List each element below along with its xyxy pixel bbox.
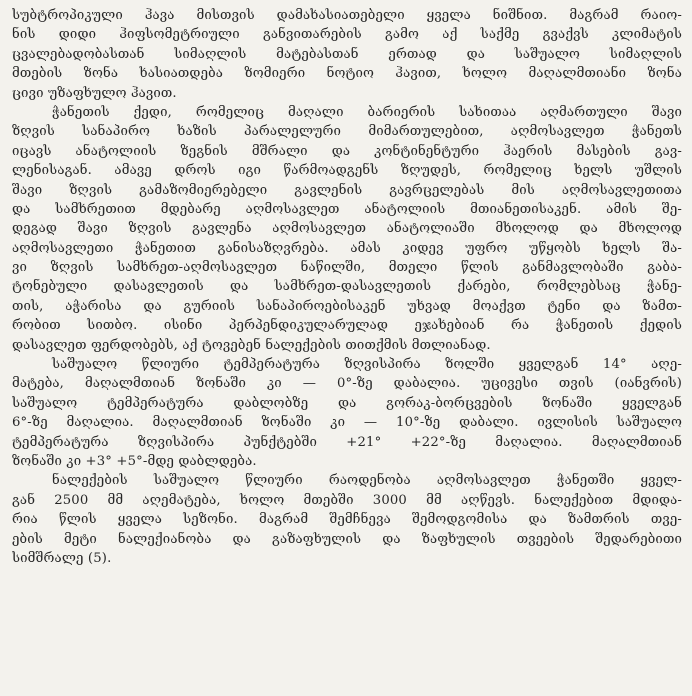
document-body xyxy=(12,6,682,568)
text-line: ჭანეთის ქედი, რომელიც მაღალი ბარიერის სახითაა აღმართული შავი xyxy=(52,104,682,120)
text-line: რია წლის ყველა სეზონი. მაგრამ შემჩნევა შემოდგომისა და ზამთრის თვე- xyxy=(12,512,682,528)
text-line: ნალექების საშუალო წლიური რაოდენობა აღმოსავლეთ ჭანეთში ყველ- xyxy=(52,473,682,489)
text-line: ნის დიდი ჰიფსომეტრიული განვითარების გამო აქ საქმე გვაქვს კლიმატის xyxy=(12,27,682,43)
text-line: და სამხრეთით მდებარე აღმოსავლეთ ანატოლიის მთიანეთისაკენ. ამის შე- xyxy=(12,201,682,217)
text-line: საშუალო ტემპერატურა დაბლობზე და გორაკ-ბორცვების ზონაში ყველგან xyxy=(12,395,682,411)
text-line: დასავლეთ ფერდობებს, აქ ტოვებენ ნალექების თითქმის მთლიანად. xyxy=(12,337,491,353)
text-line: 6°-ზე მაღალია. მაღალმთიან ზონაში კი — 10°-ზე დაბალი. ივლისის საშუალო xyxy=(12,415,682,431)
text-line: სიმშრალე (5). xyxy=(12,550,112,566)
text-line: ცივი უზაფხულო ჰავით. xyxy=(12,85,177,101)
text-line: იცავს ანატოლიის ზეგნის მშრალი და კონტინენტური ჰაერის მასების გავ- xyxy=(12,143,682,159)
text-line: ზღვის სანაპირო ხაზის პარალელური მიმართულებით, აღმოსავლეთ ჭანეთს xyxy=(12,124,682,140)
text-line: გან 2500 მმ აღემატება, ხოლო მთებში 3000 მმ აღწევს. ნალექებით მდიდა- xyxy=(12,492,682,508)
text-line: ტემპერატურა ზღვისპირა პუნქტებში +21° +22°-ზე მაღალია. მაღალმთიან xyxy=(12,434,682,450)
text-line: სუბტროპიკული ჰავა მისთვის დამახასიათებელი ყველა ნიშნით. მაგრამ რაიო- xyxy=(12,8,682,23)
text-line: მატება, მაღალმთიან ზონაში კი — 0°-ზე დაბალია. უცივესი თვის (იანვრის) xyxy=(12,376,682,392)
text-line: შავი ზღვის გამაზომიერებელი გავლენის გავრცელებას მის აღმოსავლეთითა xyxy=(12,182,682,198)
text-line: ცვალებადობასთან სიმაღლის მატებასთან ერთად და საშუალო სიმაღლის xyxy=(12,46,682,62)
text-line: ების მეტი ნალექიანობა და გაზაფხულის და ზაფხულის თვეების შედარებითი xyxy=(12,531,682,547)
text-line: ტონებული დასავლეთის და სამხრეთ-დასავლეთის ქარები, რომლებსაც ჭანე- xyxy=(12,279,682,295)
text-line: მთების ზონა ხასიათდება ზომიერი ნოტიო ჰავით, ხოლო მაღალმთიანი ზონა xyxy=(12,66,682,82)
text-line: ვი ზღვის სამხრეთ-აღმოსავლეთ ნაწილში, მთელი წლის განმავლობაში გაბა- xyxy=(12,260,682,276)
text-line: დეგად შავი ზღვის გავლენა აღმოსავლეთ ანატოლიაში მხოლოდ და მხოლოდ xyxy=(12,221,682,237)
text-line: თის, აჭარისა და გურიის სანაპიროებისაკენ უხვად მოაქვთ ტენი და ზამთ- xyxy=(12,298,682,314)
text-line: ლენისაგან. ამავე დროს იგი წარმოადგენს ზღუდეს, რომელიც ხელს უშლის xyxy=(12,163,682,179)
text-line: აღმოსავლეთი ჭანეთით განისაზღვრება. ამას კიდევ უფრო უწყობს ხელს შა- xyxy=(12,240,682,256)
text-line: რობით სითბო. ისინი პერპენდიკულარულად ეჯახებიან რა ჭანეთის ქედის xyxy=(12,318,682,334)
text-line: ზონაში კი +3° +5°-მდე დაბლდება. xyxy=(12,453,257,469)
text-line: საშუალო წლიური ტემპერატურა ზღვისპირა ზოლში ყველგან 14° აღე- xyxy=(52,357,682,373)
